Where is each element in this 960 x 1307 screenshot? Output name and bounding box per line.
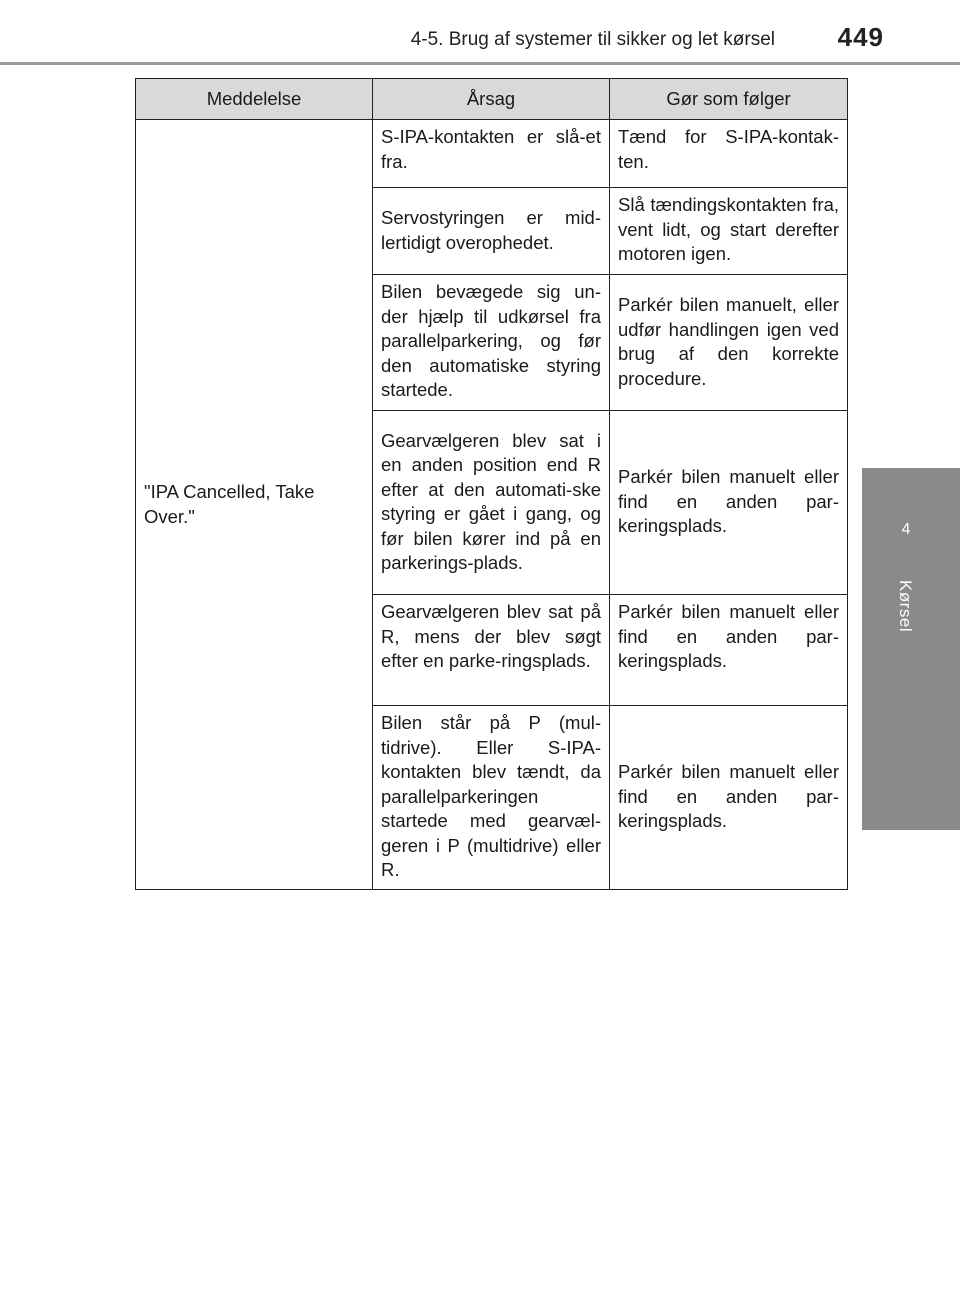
- message-table: [135, 78, 848, 890]
- chapter-label: Kørsel: [896, 580, 915, 633]
- action-cell: Parkér bilen manuelt, eller udfør handlingen igen ved brug af den korrekte procedure.: [610, 275, 848, 411]
- action-cell: Tænd for S-IPA-kontak-ten.: [610, 120, 848, 188]
- column-header-message: Meddelelse: [136, 79, 373, 120]
- section-title: 4-5. Brug af systemer til sikker og let kørsel: [410, 29, 775, 50]
- chapter-side-tab: [862, 468, 960, 830]
- header-rule: [0, 62, 960, 65]
- chapter-number: 4: [901, 521, 911, 538]
- column-header-action: Gør som følger: [610, 79, 848, 120]
- cause-cell: Servostyringen er mid-lertidigt overophedet.: [373, 188, 610, 275]
- action-cell: Parkér bilen manuelt eller find en anden par-keringsplads.: [610, 595, 848, 706]
- column-header-cause: Årsag: [373, 79, 610, 120]
- cause-cell: S-IPA-kontakten er slå-et fra.: [373, 120, 610, 188]
- cause-cell: Gearvælgeren blev sat i en anden position end R efter at den automati-ske styring er gået i gang, og før bilen kører ind på en parkerings-plads.: [373, 411, 610, 595]
- action-cell: Slå tændingskontakten fra, vent lidt, og start derefter motoren igen.: [610, 188, 848, 275]
- page-header: [0, 0, 960, 66]
- action-cell: Parkér bilen manuelt eller find en anden par-keringsplads.: [610, 706, 848, 890]
- page-number: 449: [837, 22, 884, 52]
- cause-cell: Gearvælgeren blev sat på R, mens der blev søgt efter en parke-ringsplads.: [373, 595, 610, 706]
- cause-cell: Bilen står på P (mul-tidrive). Eller S-IPA-kontakten blev tændt, da parallelparkeringen startede med gearvæl-geren i P (multidrive) eller R.: [373, 706, 610, 890]
- table-row: [136, 120, 848, 188]
- cause-cell: Bilen bevægede sig un-der hjælp til udkørsel fra parallelparkering, og før den automatiske styring startede.: [373, 275, 610, 411]
- message-cell: "IPA Cancelled, Take Over.": [136, 120, 373, 890]
- action-cell: Parkér bilen manuelt eller find en anden par-keringsplads.: [610, 411, 848, 595]
- table-header-row: [136, 79, 848, 120]
